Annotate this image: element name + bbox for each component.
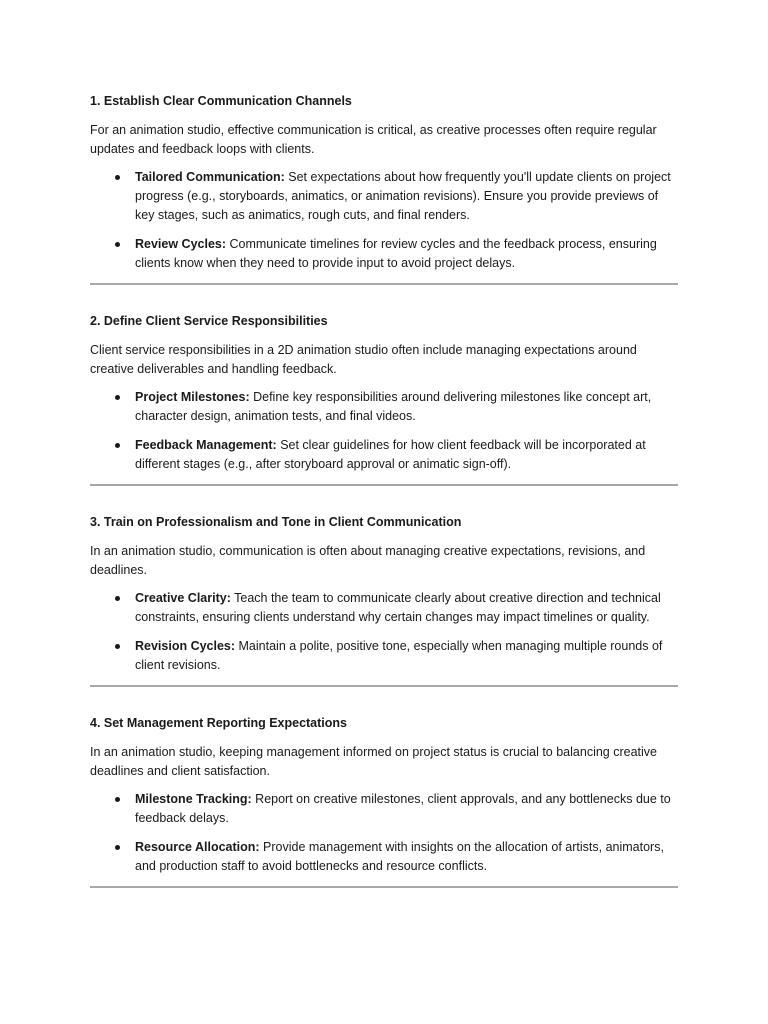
section-heading: 1. Establish Clear Communication Channels (90, 94, 352, 108)
section-3 (90, 513, 678, 687)
bullet-text: Maintain a polite, positive tone, especially when managing multiple rounds of client revisions. (135, 639, 663, 672)
section-intro: Client service responsibilities in a 2D animation studio often include managing expectations around creative deliverables and handling feedback. (90, 343, 637, 376)
bullet-term: Review Cycles: (135, 237, 227, 251)
bullet-text: Report on creative milestones, client approvals, and any bottlenecks due to feedback delays. (135, 792, 671, 825)
bullet-icon (115, 644, 120, 649)
bullet-icon (115, 242, 120, 247)
bullet-list (90, 388, 678, 474)
bullet-icon (115, 395, 120, 400)
section-divider (90, 685, 678, 687)
bullet-list (90, 168, 678, 273)
bullet-text: Set clear guidelines for how client feedback will be incorporated at different stages (e.g., after storyboard approval or animatic sign-off). (135, 438, 646, 471)
bullet-term: Revision Cycles: (135, 639, 236, 653)
list-item (90, 838, 678, 876)
section-intro: For an animation studio, effective communication is critical, as creative processes often require regular updates and feedback loops with clients. (90, 123, 657, 156)
bullet-text: Communicate timelines for review cycles and the feedback process, ensuring clients know when they need to provide input to avoid project delays. (135, 237, 657, 270)
bullet-text: Provide management with insights on the allocation of artists, animators, and production staff to avoid bottlenecks and resource conflicts. (135, 840, 664, 873)
bullet-term: Feedback Management: (135, 438, 277, 452)
bullet-term: Resource Allocation: (135, 840, 260, 854)
bullet-icon (115, 797, 120, 802)
section-heading: 2. Define Client Service Responsibilities (90, 314, 328, 328)
section-divider (90, 484, 678, 486)
section-1 (90, 92, 678, 285)
bullet-list (90, 589, 678, 675)
list-item (90, 436, 678, 474)
bullet-term: Milestone Tracking: (135, 792, 252, 806)
list-item (90, 388, 678, 426)
bullet-icon (115, 175, 120, 180)
bullet-term: Project Milestones: (135, 390, 250, 404)
section-4 (90, 714, 678, 888)
section-divider (90, 283, 678, 285)
bullet-text: Teach the team to communicate clearly about creative direction and technical constraints, ensuring clients understand why certain changes may impact timelines or quality. (135, 591, 661, 624)
section-intro: In an animation studio, communication is often about managing creative expectations, revisions, and deadlines. (90, 544, 646, 577)
bullet-icon (115, 443, 120, 448)
bullet-text: Define key responsibilities around delivering milestones like concept art, character design, animation tests, and final videos. (135, 390, 652, 423)
section-intro: In an animation studio, keeping management informed on project status is crucial to balancing creative deadlines and client satisfaction. (90, 745, 657, 778)
section-2 (90, 312, 678, 486)
list-item (90, 790, 678, 828)
bullet-text: Set expectations about how frequently you'll update clients on project progress (e.g., storyboards, animatics, or animation revisions). Ensure you provide previews of key stages, such as animatics, rough cuts, and final renders. (135, 170, 671, 222)
section-heading: 4. Set Management Reporting Expectations (90, 716, 347, 730)
section-heading: 3. Train on Professionalism and Tone in Client Communication (90, 515, 462, 529)
bullet-list (90, 790, 678, 876)
list-item (90, 589, 678, 627)
bullet-icon (115, 845, 120, 850)
bullet-icon (115, 596, 120, 601)
list-item (90, 168, 678, 225)
bullet-term: Creative Clarity: (135, 591, 231, 605)
list-item (90, 235, 678, 273)
list-item (90, 637, 678, 675)
bullet-term: Tailored Communication: (135, 170, 285, 184)
section-divider (90, 886, 678, 888)
